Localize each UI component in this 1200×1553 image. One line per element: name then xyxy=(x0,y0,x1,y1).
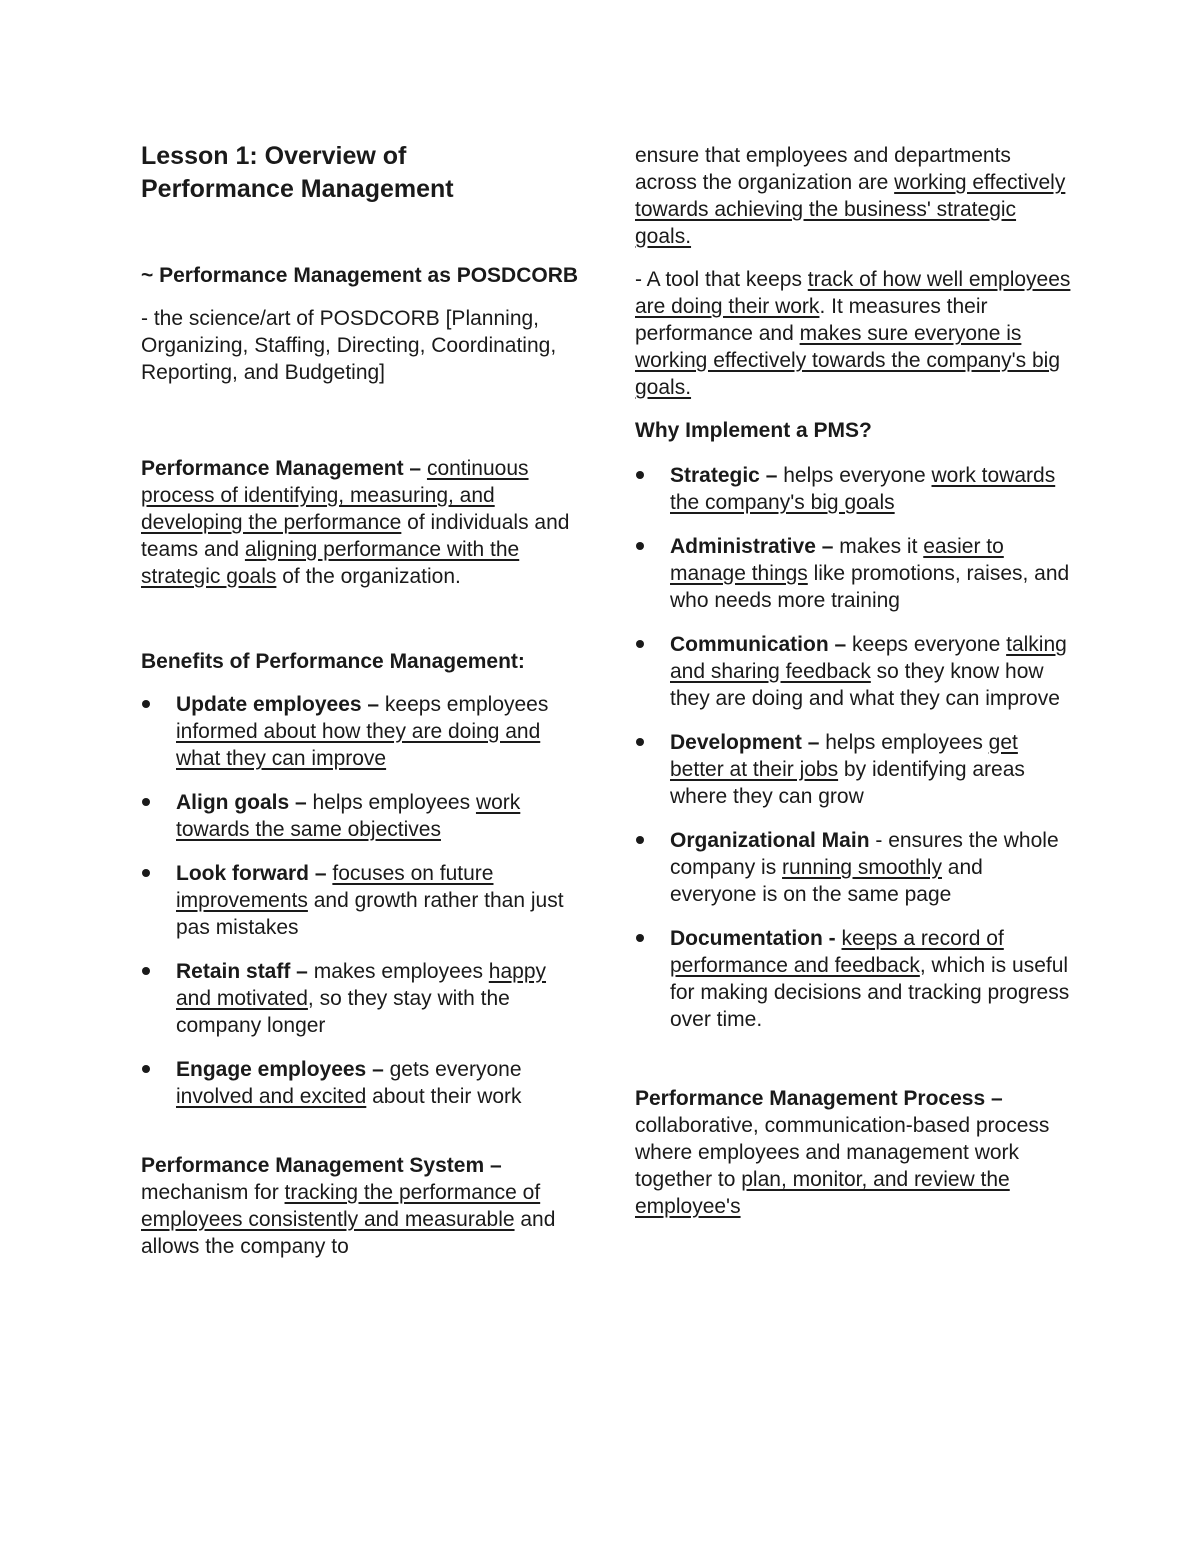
tool-paragraph: - A tool that keeps track of how well employees are doing their work. It measures their performance and makes sure everyone is working effectively towards the company's big goals. xyxy=(635,268,1071,399)
bullet-icon xyxy=(636,934,644,942)
process-definition: Performance Management Process – collaborative, communication-based process where employees and management work together to plan, monitor, and review the employee's xyxy=(635,1087,1050,1218)
bullet-icon xyxy=(636,738,644,746)
pms-continuation: ensure that employees and departments across the organization are working effectively towards achieving the business' strategic goals. xyxy=(635,144,1066,248)
left-column xyxy=(141,140,581,1260)
pm-definition: Performance Management – continuous process of identifying, measuring, and developing the performance of individuals and teams and aligning performance with the strategic goals of the organization. xyxy=(141,457,570,588)
list-item: Engage employees – gets everyone involved and excited about their work xyxy=(141,1056,581,1110)
bullet-icon xyxy=(142,798,150,806)
bullet-icon xyxy=(636,836,644,844)
why-heading: Why Implement a PMS? xyxy=(635,419,872,442)
bullet-icon xyxy=(142,700,150,708)
list-item: Retain staff – makes employees happy and motivated, so they stay with the company longer xyxy=(141,958,581,1039)
list-item: Organizational Main - ensures the whole company is running smoothly and everyone is on the same page xyxy=(635,827,1075,908)
right-column xyxy=(635,142,1075,1220)
list-item: Update employees – keeps employees informed about how they are doing and what they can improve xyxy=(141,691,581,772)
pm-term: Performance Management – xyxy=(141,457,422,480)
bullet-icon xyxy=(636,471,644,479)
bullet-icon xyxy=(636,640,644,648)
list-item: Administrative – makes it easier to manage things like promotions, raises, and who needs more training xyxy=(635,533,1075,614)
bullet-icon xyxy=(142,967,150,975)
bullet-icon xyxy=(636,542,644,550)
pm-underline-1: continuous process of identifying, measuring, and developing the performance xyxy=(141,457,529,534)
page-title: Lesson 1: Overview of Performance Management xyxy=(141,142,454,203)
list-item: Development – helps employees get better at their jobs by identifying areas where they can grow xyxy=(635,729,1075,810)
process-term: Performance Management Process – xyxy=(635,1087,1003,1110)
pms-term: Performance Management System – xyxy=(141,1154,502,1177)
posdcorb-heading: ~ Performance Management as POSDCORB xyxy=(141,264,579,287)
list-item: Documentation - keeps a record of performance and feedback, which is useful for making decisions and tracking progress over time. xyxy=(635,925,1075,1033)
bullet-icon xyxy=(142,1065,150,1073)
benefits-heading: Benefits of Performance Management: xyxy=(141,650,525,673)
list-item: Align goals – helps employees work towards the same objectives xyxy=(141,789,581,843)
list-item: Strategic – helps everyone work towards the company's big goals xyxy=(635,462,1075,516)
posdcorb-text: - the science/art of POSDCORB [Planning, Organizing, Staffing, Directing, Coordinating, Reporting, and Budgeting] xyxy=(141,307,557,384)
pm-underline-2: aligning performance with the strategic goals xyxy=(141,538,520,588)
bullet-icon xyxy=(142,869,150,877)
pms-definition: Performance Management System – mechanism for tracking the performance of employees consistently and measurable and allows the company to xyxy=(141,1154,556,1258)
benefits-list xyxy=(141,691,581,1110)
list-item: Look forward – focuses on future improvements and growth rather than just pas mistakes xyxy=(141,860,581,941)
list-item: Communication – keeps everyone talking and sharing feedback so they know how they are doing and what they can improve xyxy=(635,631,1075,712)
reasons-list xyxy=(635,462,1075,1033)
